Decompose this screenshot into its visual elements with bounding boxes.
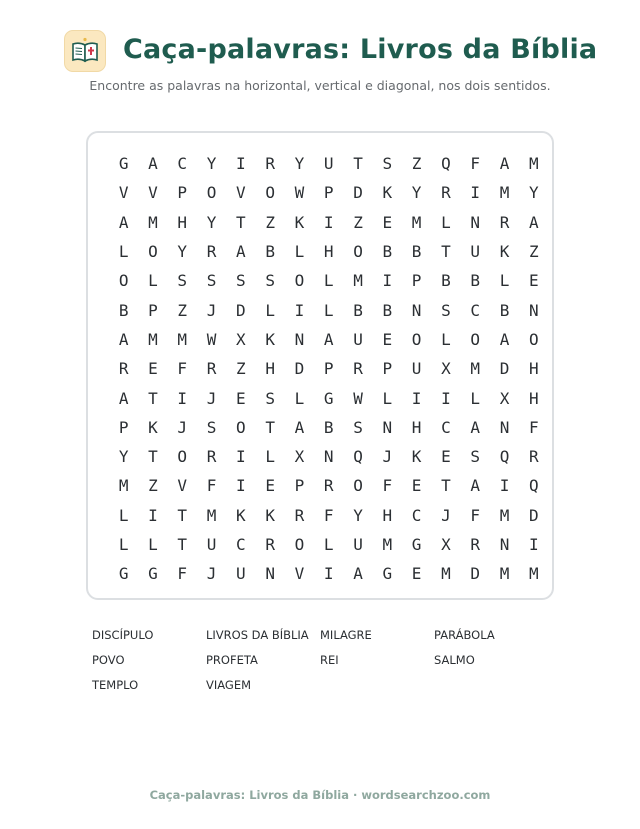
grid-cell[interactable]: I (294, 300, 305, 320)
grid-cell[interactable]: A (470, 417, 481, 437)
grid-cell[interactable]: H (411, 417, 422, 437)
grid-cell[interactable]: U (353, 329, 363, 349)
grid-cell[interactable]: S (206, 417, 217, 437)
grid-cell[interactable]: C (236, 535, 246, 554)
grid-cell[interactable]: I (528, 535, 539, 554)
grid-row (109, 530, 548, 559)
grid-cell[interactable]: G (118, 154, 129, 174)
grid-cell[interactable]: V (177, 476, 188, 496)
grid-cell[interactable]: M (382, 535, 393, 554)
grid-cell[interactable]: I (411, 388, 422, 408)
grid-cell[interactable]: L (294, 242, 305, 262)
grid-cell[interactable]: H (177, 212, 188, 232)
grid-cell[interactable]: N (470, 212, 481, 232)
grid-cell[interactable]: Z (265, 212, 275, 232)
grid-cell[interactable]: E (382, 212, 393, 232)
grid-cell[interactable]: Y (353, 505, 363, 525)
grid-cell[interactable]: L (148, 271, 158, 291)
grid-cell[interactable]: L (441, 212, 451, 232)
grid-cell[interactable]: E (528, 271, 539, 291)
grid-cell[interactable]: P (323, 183, 334, 203)
grid-cell[interactable]: M (470, 359, 481, 379)
page-title: Caça-palavras: Livros da Bíblia (123, 34, 598, 65)
grid-cell[interactable]: T (177, 505, 188, 525)
grid-cell[interactable]: D (353, 183, 363, 203)
grid-cell[interactable]: T (441, 242, 451, 262)
grid-cell[interactable]: T (236, 212, 246, 232)
grid-cell[interactable]: O (294, 535, 305, 554)
grid-cell[interactable]: F (177, 359, 188, 379)
instructions-text: Encontre as palavras na horizontal, vertical e diagonal, nos dois sentidos. (89, 78, 551, 93)
grid-cell[interactable]: T (177, 535, 188, 554)
grid-cell[interactable]: C (177, 154, 188, 174)
grid-cell[interactable]: D (236, 300, 246, 320)
grid-cell[interactable]: T (265, 417, 275, 437)
grid-cell[interactable]: B (499, 300, 510, 320)
grid-cell[interactable]: B (353, 300, 363, 320)
grid-cell[interactable]: E (411, 564, 422, 584)
grid-cell[interactable]: X (441, 535, 451, 554)
grid-cell[interactable]: Z (528, 242, 539, 262)
grid-cell[interactable]: G (148, 564, 158, 584)
grid-cell[interactable]: B (411, 242, 422, 262)
grid-cell[interactable]: J (177, 417, 188, 437)
grid-row (109, 149, 548, 178)
grid-cell[interactable]: K (236, 505, 246, 525)
grid-cell[interactable]: G (323, 388, 334, 408)
grid-cell[interactable]: H (382, 505, 393, 525)
word-list-item: PROFETA (206, 653, 258, 667)
grid-cell[interactable]: D (528, 505, 539, 525)
grid-cell[interactable]: Y (411, 183, 422, 203)
grid-cell[interactable]: O (148, 242, 158, 262)
grid-cell[interactable]: N (294, 329, 305, 349)
grid-cell[interactable]: I (236, 476, 246, 496)
grid-cell[interactable]: Q (499, 447, 510, 467)
grid-cell[interactable]: Y (528, 183, 539, 203)
grid-cell[interactable]: X (499, 388, 510, 408)
grid-cell[interactable]: Y (118, 447, 129, 467)
grid-cell[interactable]: L (323, 271, 334, 291)
grid-cell[interactable]: G (382, 564, 393, 584)
grid-cell[interactable]: A (470, 476, 481, 496)
grid-cell[interactable]: N (528, 300, 539, 320)
grid-cell[interactable]: K (411, 447, 422, 467)
grid-cell[interactable]: U (411, 359, 422, 379)
grid-row (109, 501, 548, 530)
grid-cell[interactable]: V (294, 564, 305, 584)
grid-cell[interactable]: F (177, 564, 188, 584)
grid-cell[interactable]: R (265, 154, 275, 174)
grid-cell[interactable]: O (353, 242, 363, 262)
grid-cell[interactable]: M (499, 564, 510, 584)
grid-row (109, 266, 548, 295)
grid-cell[interactable]: J (206, 388, 217, 408)
grid-cell[interactable]: E (411, 476, 422, 496)
grid-cell[interactable]: S (236, 271, 246, 291)
grid-cell[interactable]: I (236, 154, 246, 174)
grid-cell[interactable]: D (470, 564, 481, 584)
word-list (92, 628, 552, 694)
grid-cell[interactable]: I (148, 505, 158, 525)
grid-cell[interactable]: W (353, 388, 363, 408)
grid-cell[interactable]: I (236, 447, 246, 467)
grid-cell[interactable]: E (148, 359, 158, 379)
grid-cell[interactable]: I (382, 271, 393, 291)
grid-cell[interactable]: J (206, 564, 217, 584)
grid-cell[interactable]: N (499, 417, 510, 437)
word-list-item: DISCÍPULO (92, 628, 154, 642)
grid-cell[interactable]: O (118, 271, 129, 291)
grid-cell[interactable]: L (382, 388, 393, 408)
grid-cell[interactable]: I (323, 564, 334, 584)
grid-cell[interactable]: Y (206, 212, 217, 232)
grid-cell[interactable]: S (177, 271, 188, 291)
grid-cell[interactable]: O (411, 329, 422, 349)
grid-cell[interactable]: S (265, 388, 275, 408)
grid-cell[interactable]: F (528, 417, 539, 437)
grid-cell[interactable]: X (294, 447, 305, 467)
grid-cell[interactable]: E (265, 476, 275, 496)
grid-cell[interactable]: I (470, 183, 481, 203)
grid-cell[interactable]: Q (441, 154, 451, 174)
grid-cell[interactable]: M (441, 564, 451, 584)
grid-cell[interactable]: E (441, 447, 451, 467)
grid-cell[interactable]: S (382, 154, 393, 174)
grid-cell[interactable]: O (353, 476, 363, 496)
grid-row (109, 178, 548, 207)
grid-row (109, 237, 548, 266)
grid-row (109, 559, 548, 588)
grid-cell[interactable]: T (441, 476, 451, 496)
word-list-item: VIAGEM (206, 678, 252, 692)
grid-cell[interactable]: K (148, 417, 158, 437)
grid-row (109, 383, 548, 412)
grid-cell[interactable]: I (177, 388, 188, 408)
grid-cell[interactable]: A (499, 329, 510, 349)
grid-cell[interactable]: L (499, 271, 510, 291)
grid-cell[interactable]: L (118, 242, 129, 262)
grid-cell[interactable]: B (265, 242, 275, 262)
grid-cell[interactable]: B (323, 417, 334, 437)
grid-cell[interactable]: P (148, 300, 158, 320)
grid-cell[interactable]: S (470, 447, 481, 467)
grid-cell[interactable]: K (265, 505, 275, 525)
grid-cell[interactable]: U (323, 154, 334, 174)
grid-cell[interactable]: A (118, 329, 129, 349)
grid-cell[interactable]: U (206, 535, 217, 554)
grid-cell[interactable]: M (353, 271, 363, 291)
grid-cell[interactable]: J (206, 300, 217, 320)
grid-cell[interactable]: U (470, 242, 481, 262)
grid-cell[interactable]: B (441, 271, 451, 291)
grid-cell[interactable]: R (206, 242, 217, 262)
grid-cell[interactable]: R (528, 447, 539, 467)
grid-cell[interactable]: A (323, 329, 334, 349)
grid-cell[interactable]: Z (177, 300, 188, 320)
grid-cell[interactable]: A (528, 212, 539, 232)
grid-cell[interactable]: P (411, 271, 422, 291)
grid-cell[interactable]: A (353, 564, 363, 584)
grid-cell[interactable]: K (499, 242, 510, 262)
grid-cell[interactable]: A (118, 212, 129, 232)
grid-cell[interactable]: Y (177, 242, 188, 262)
grid-cell[interactable]: K (382, 183, 393, 203)
grid-cell[interactable]: I (441, 388, 451, 408)
grid-cell[interactable]: H (323, 242, 334, 262)
grid-cell[interactable]: A (148, 154, 158, 174)
word-list-item: MILAGRE (320, 628, 372, 642)
grid-cell[interactable]: L (470, 388, 481, 408)
grid-cell[interactable]: M (177, 329, 188, 349)
grid-cell[interactable]: G (411, 535, 422, 554)
grid-cell[interactable]: L (265, 447, 275, 467)
grid-cell[interactable]: Z (411, 154, 422, 174)
grid-cell[interactable]: Z (236, 359, 246, 379)
grid-cell[interactable]: M (528, 154, 539, 174)
grid-cell[interactable]: U (236, 564, 246, 584)
grid-cell[interactable]: S (441, 300, 451, 320)
grid-cell[interactable]: X (441, 359, 451, 379)
grid-cell[interactable]: O (528, 329, 539, 349)
grid-cell[interactable]: F (323, 505, 334, 525)
grid-cell[interactable]: P (323, 359, 334, 379)
grid-cell[interactable]: F (382, 476, 393, 496)
grid-cell[interactable]: B (118, 300, 129, 320)
grid-cell[interactable]: Y (206, 154, 217, 174)
grid-cell[interactable]: T (148, 447, 158, 467)
grid-cell[interactable]: M (206, 505, 217, 525)
grid-cell[interactable]: I (499, 476, 510, 496)
grid-cell[interactable]: M (411, 212, 422, 232)
word-list-item: TEMPLO (92, 678, 139, 692)
header (0, 28, 640, 76)
grid-row (109, 325, 548, 354)
grid-cell[interactable]: O (294, 271, 305, 291)
grid-cell[interactable]: V (118, 183, 129, 203)
grid-cell[interactable]: R (353, 359, 363, 379)
grid-cell[interactable]: W (206, 329, 217, 349)
grid-cell[interactable]: L (118, 505, 129, 525)
grid-cell[interactable]: M (148, 329, 158, 349)
grid-cell[interactable]: M (499, 505, 510, 525)
grid-cell[interactable]: G (118, 564, 129, 584)
grid-cell[interactable]: D (294, 359, 305, 379)
grid-cell[interactable]: P (294, 476, 305, 496)
grid-cell[interactable]: N (265, 564, 275, 584)
bible-book-icon (64, 30, 106, 72)
grid-cell[interactable]: J (441, 505, 451, 525)
grid-cell[interactable]: M (118, 476, 129, 496)
grid-cell[interactable]: S (265, 271, 275, 291)
word-list-item: REI (320, 653, 339, 667)
grid-cell[interactable]: O (177, 447, 188, 467)
grid-row (109, 295, 548, 324)
grid-cell[interactable]: Z (148, 476, 158, 496)
grid-cell[interactable]: N (323, 447, 334, 467)
word-list-item: POVO (92, 653, 125, 667)
grid-cell[interactable]: U (353, 535, 363, 554)
grid-cell[interactable]: H (265, 359, 275, 379)
grid-cell[interactable]: T (353, 154, 363, 174)
word-list-item: PARÁBOLA (434, 628, 495, 642)
grid-cell[interactable]: P (177, 183, 188, 203)
grid-cell[interactable]: F (206, 476, 217, 496)
grid-cell[interactable]: N (499, 535, 510, 554)
grid-cell[interactable]: C (470, 300, 481, 320)
footer-credit: Caça-palavras: Livros da Bíblia · wordsearchzoo.com (149, 788, 491, 802)
grid-cell[interactable]: R (118, 359, 129, 379)
grid-cell[interactable]: R (265, 535, 275, 554)
grid-cell[interactable]: A (499, 154, 510, 174)
grid-row (109, 354, 548, 383)
grid-cell[interactable]: E (236, 388, 246, 408)
grid-cell[interactable]: H (528, 388, 539, 408)
grid-cell[interactable]: K (265, 329, 275, 349)
grid-cell[interactable]: W (294, 183, 305, 203)
grid-cell[interactable]: D (499, 359, 510, 379)
grid-cell[interactable]: H (528, 359, 539, 379)
word-list-item: LIVROS DA BÍBLIA (206, 628, 309, 642)
grid-cell[interactable]: I (323, 212, 334, 232)
grid-cell[interactable]: S (206, 271, 217, 291)
grid-cell[interactable]: C (441, 417, 451, 437)
grid-cell[interactable]: J (382, 447, 393, 467)
grid-cell[interactable]: R (206, 359, 217, 379)
grid-cell[interactable]: L (148, 535, 158, 554)
grid-cell[interactable]: L (118, 535, 129, 554)
grid-cell[interactable]: Q (528, 476, 539, 496)
grid-cell[interactable]: N (382, 417, 393, 437)
grid-cell[interactable]: L (323, 300, 334, 320)
grid-cell[interactable]: E (382, 329, 393, 349)
grid-cell[interactable]: R (470, 535, 481, 554)
grid-cell[interactable]: R (323, 476, 334, 496)
grid-cell[interactable]: B (382, 300, 393, 320)
grid-cell[interactable]: B (470, 271, 481, 291)
grid-cell[interactable]: T (148, 388, 158, 408)
grid-cell[interactable]: M (499, 183, 510, 203)
grid-cell[interactable]: P (382, 359, 393, 379)
grid-cell[interactable]: O (206, 183, 217, 203)
grid-cell[interactable]: L (441, 329, 451, 349)
grid-cell[interactable]: O (236, 417, 246, 437)
grid-cell[interactable]: R (499, 212, 510, 232)
grid-cell[interactable]: X (236, 329, 246, 349)
grid-cell[interactable]: Y (294, 154, 305, 174)
grid-cell[interactable]: M (528, 564, 539, 584)
grid-cell[interactable]: V (236, 183, 246, 203)
grid-cell[interactable]: N (411, 300, 422, 320)
grid-row (109, 413, 548, 442)
grid-row (109, 442, 548, 471)
grid-cell[interactable]: A (294, 417, 305, 437)
grid-cell[interactable]: C (411, 505, 422, 525)
grid-cell[interactable]: P (118, 417, 129, 437)
grid-cell[interactable]: B (382, 242, 393, 262)
grid-cell[interactable]: L (323, 535, 334, 554)
grid-cell[interactable]: K (294, 212, 305, 232)
grid-cell[interactable]: Q (353, 447, 363, 467)
letter-grid (109, 149, 548, 588)
puzzle-grid-frame (86, 131, 554, 600)
grid-cell[interactable]: O (265, 183, 275, 203)
grid-cell[interactable]: A (236, 242, 246, 262)
word-list-item: SALMO (434, 653, 475, 667)
grid-cell[interactable]: L (265, 300, 275, 320)
grid-row (109, 208, 548, 237)
grid-cell[interactable]: V (148, 183, 158, 203)
grid-cell[interactable]: S (353, 417, 363, 437)
grid-row (109, 471, 548, 500)
grid-cell[interactable]: Z (353, 212, 363, 232)
grid-cell[interactable]: M (148, 212, 158, 232)
grid-cell[interactable]: R (206, 447, 217, 467)
grid-cell[interactable]: R (441, 183, 451, 203)
grid-cell[interactable]: R (294, 505, 305, 525)
grid-cell[interactable]: O (470, 329, 481, 349)
grid-cell[interactable]: F (470, 505, 481, 525)
grid-cell[interactable]: L (294, 388, 305, 408)
grid-cell[interactable]: A (118, 388, 129, 408)
grid-cell[interactable]: F (470, 154, 481, 174)
